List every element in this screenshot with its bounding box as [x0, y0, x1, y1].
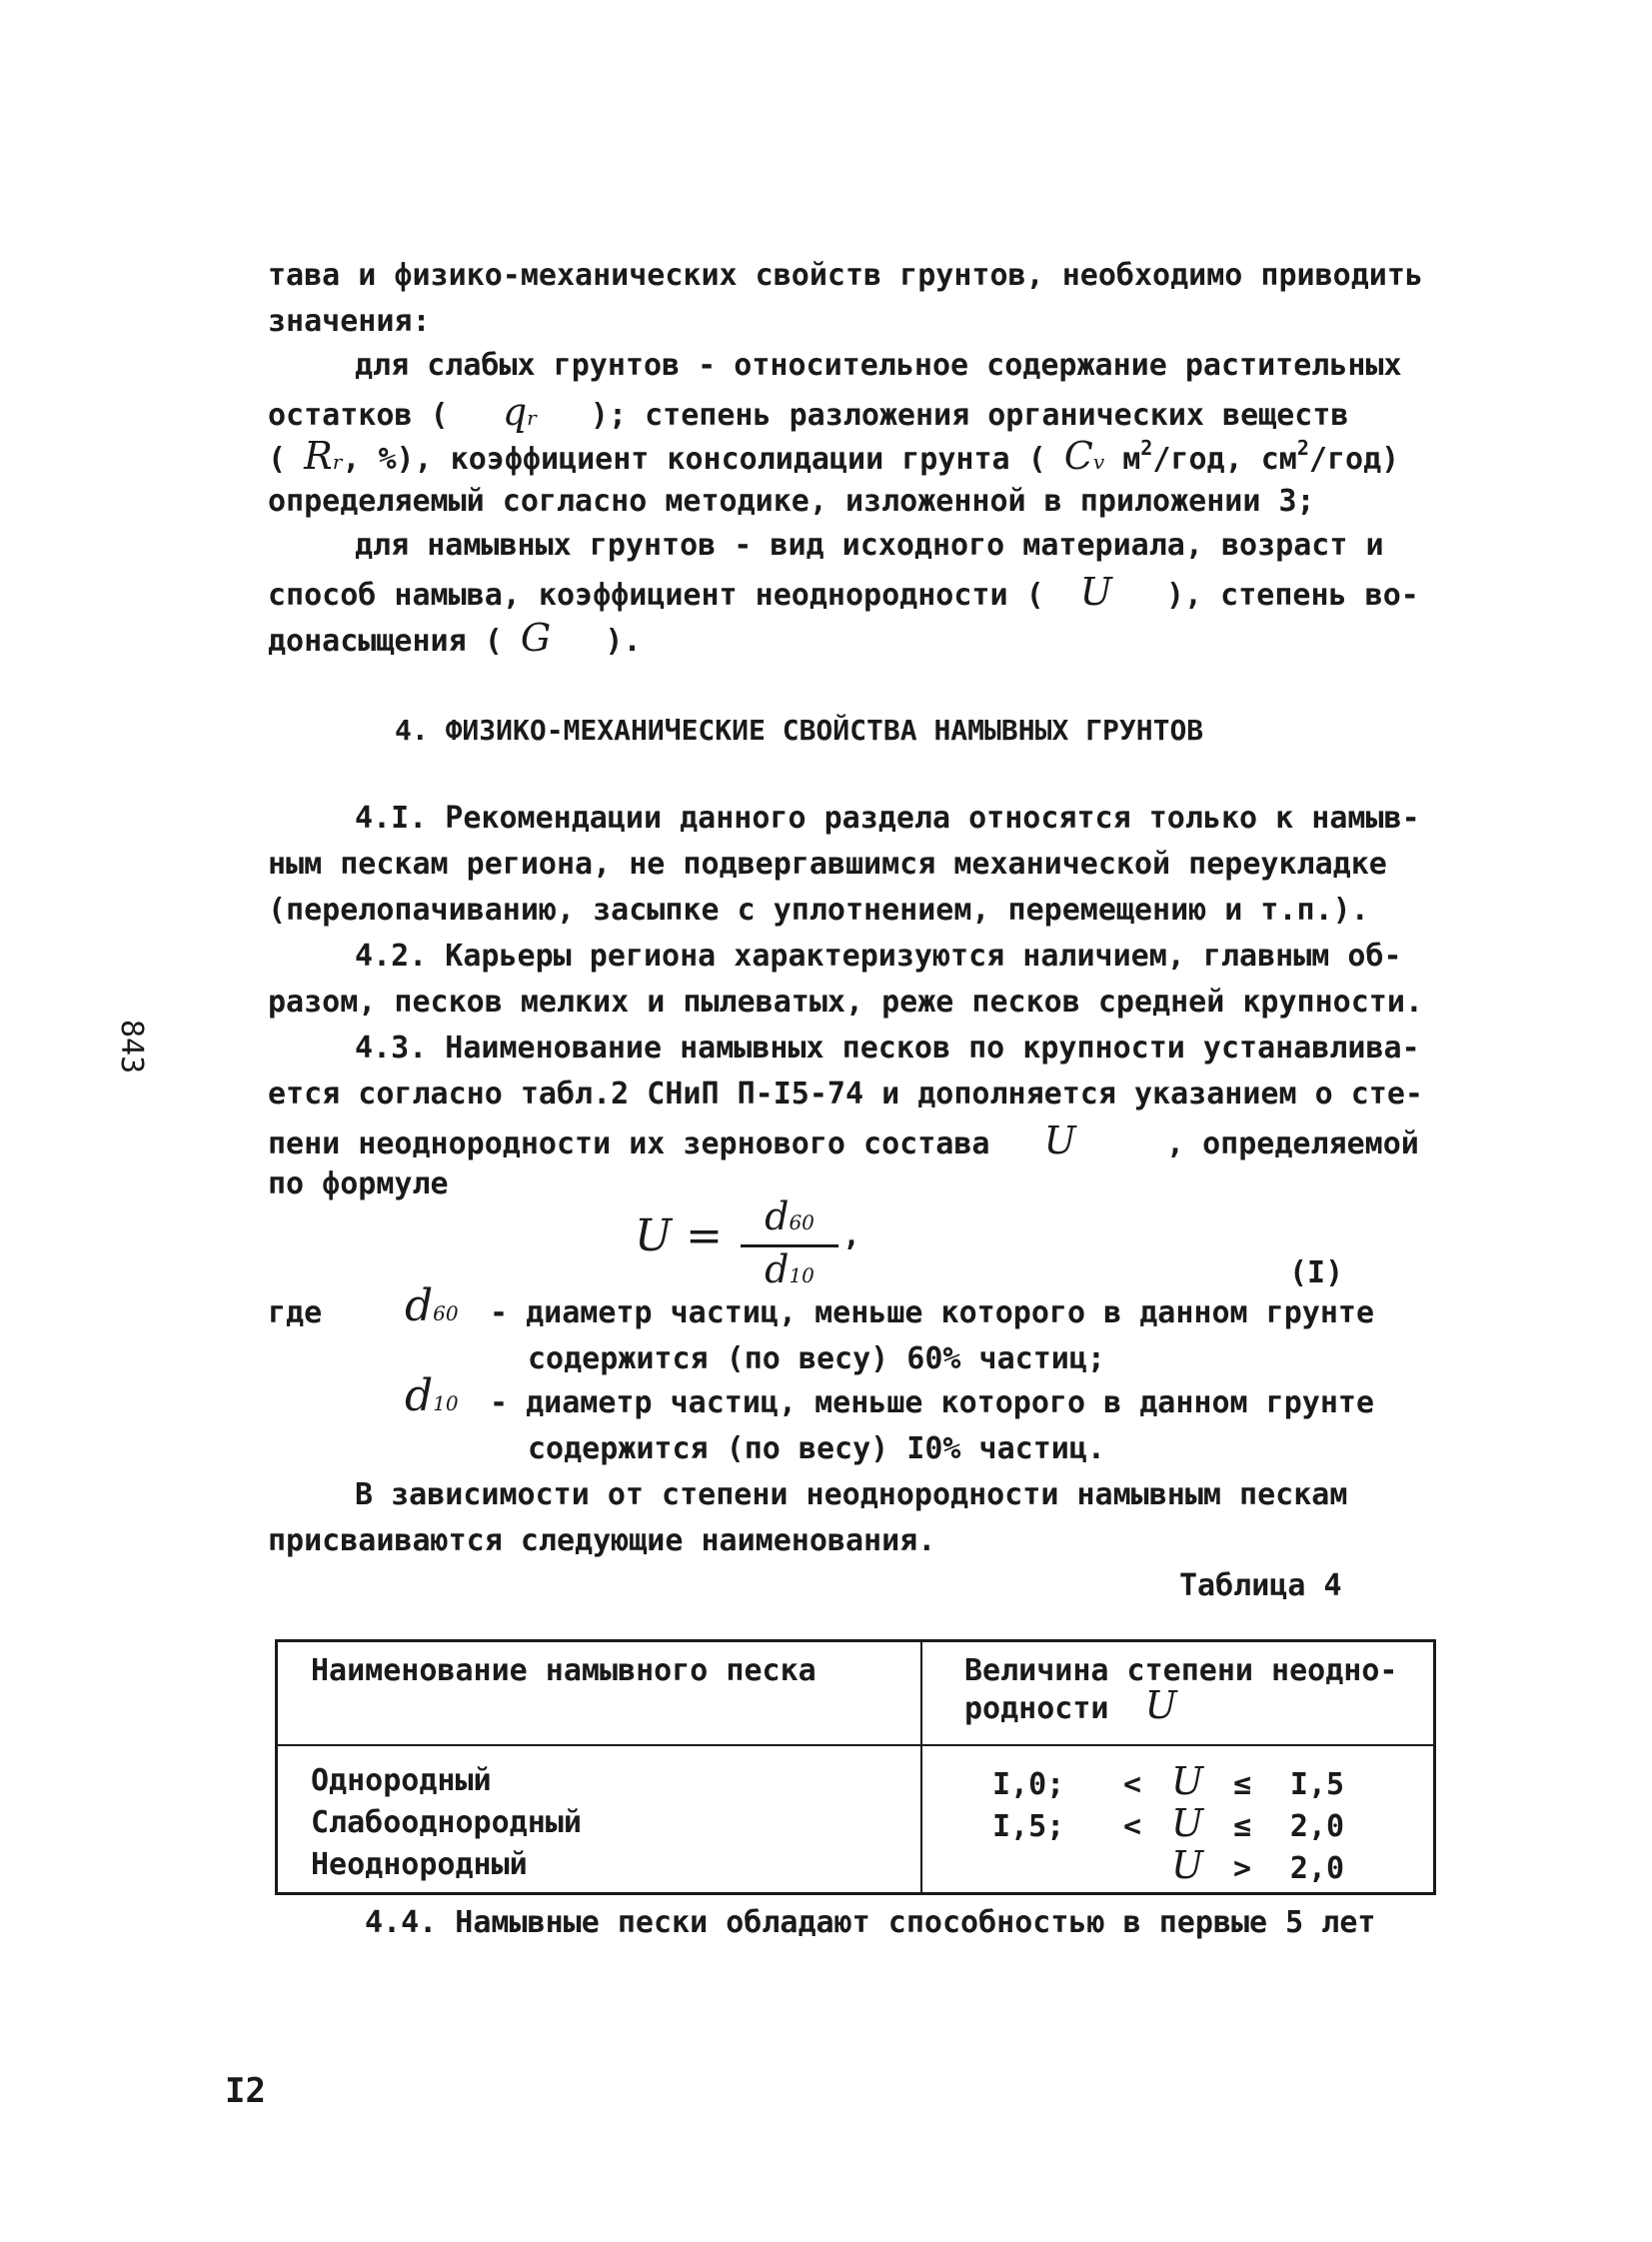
ranges-cell	[921, 1745, 1435, 1894]
table-row-name: Однородный	[311, 1763, 492, 1798]
table-caption: Таблица 4	[1179, 1568, 1342, 1603]
d60-definition-line-1: - диаметр частиц, меньше которого в данном грунте	[490, 1295, 1375, 1330]
table-body-row	[277, 1745, 1435, 1894]
formula-comma: ,	[842, 1218, 861, 1253]
formula-number: (I)	[1289, 1255, 1344, 1290]
weak-soils-line-1: для слабых грунтов - относительное содержание растительных	[355, 348, 1402, 383]
naming-line-2: присваиваются следующие наименования.	[268, 1523, 936, 1558]
formula-denominator: d10	[765, 1247, 815, 1291]
table-4	[275, 1639, 1436, 1895]
formula-fraction	[735, 1194, 844, 1297]
d10-definition-line-2: содержится (по весу) I0% частиц.	[528, 1431, 1105, 1466]
u-symbol: U	[1079, 570, 1112, 614]
table-row-range: U > 2,0	[1170, 1843, 1345, 1887]
intro-line-2: значения:	[268, 304, 431, 339]
r-symbol: R	[304, 434, 333, 478]
weak-soils-line-4: определяемый согласно методике, изложенной в приложении 3;	[268, 484, 1315, 519]
header-uniformity: Величина степени неодно- родности U	[921, 1641, 1435, 1746]
weak-soils-line-2: остатков ( qr ); степень разложения органических веществ	[268, 390, 1349, 434]
weak-soils-line-3: ( Rr, %), коэффициент консолидации грунта ( Cv $м^2$/год, $см^2/год$)	[268, 434, 1400, 478]
para-4-3-line-4: по формуле	[268, 1166, 449, 1201]
para-4-1-line-3: (перелопачиванию, засыпке с уплотнением, перемещению и т.п.).	[268, 893, 1369, 928]
side-stamp: 843	[114, 1020, 149, 1075]
table-row-name: Неоднородный	[311, 1847, 528, 1882]
table-row-range: I,5; < U ≤ 2,0	[992, 1801, 1345, 1845]
d10-definition-line-1: - диаметр частиц, меньше которого в данном грунте	[490, 1385, 1375, 1420]
d60-definition-line-2: содержится (по весу) 60% частиц;	[528, 1341, 1105, 1376]
para-4-1-line-1: 4.I. Рекомендации данного раздела относятся только к намыв-	[355, 801, 1420, 836]
d60-symbol: d60	[405, 1280, 459, 1331]
para-4-1-line-2: ным пескам региона, не подвергавшимся механической переукладке	[268, 847, 1387, 882]
formula-lhs: U =	[635, 1210, 723, 1261]
alluvial-soils-line-2: способ намыва, коэффициент неоднородности ( U ), степень во-	[268, 570, 1419, 614]
g-symbol: G	[520, 616, 552, 660]
para-4-2-line-2: разом, песков мелких и пылеватых, реже песков средней крупности.	[268, 985, 1423, 1020]
alluvial-soils-line-1: для намывных грунтов - вид исходного материала, возраст и	[355, 528, 1384, 563]
where-word: где	[268, 1295, 323, 1330]
para-4-4: 4.4. Намывные пески обладают способностью в первые 5 лет	[365, 1905, 1376, 1940]
names-cell	[277, 1745, 922, 1894]
table-row-range: I,0; < U ≤ I,5	[992, 1759, 1345, 1803]
table-header-row	[277, 1641, 1435, 1746]
para-4-3-line-3: пени неоднородности их зернового состава U , определяемой	[268, 1119, 1419, 1162]
u-symbol: U	[1144, 1683, 1177, 1727]
formula-numerator: d60	[765, 1194, 815, 1238]
u-symbol: U	[1043, 1119, 1076, 1162]
naming-line-1: В зависимости от степени неоднородности намывным пескам	[355, 1477, 1348, 1512]
para-4-3-line-2: ется согласно табл.2 СНиП П-I5-74 и дополняется указанием о сте-	[268, 1077, 1423, 1112]
section-title: 4. ФИЗИКО-МЕХАНИЧЕСКИЕ СВОЙСТВА НАМЫВНЫХ ГРУНТОВ	[395, 714, 1204, 747]
d10-symbol: d10	[405, 1370, 459, 1421]
intro-line-1: тава и физико-механических свойств грунтов, необходимо приводить	[268, 258, 1423, 293]
table-row-name: Слабооднородный	[311, 1805, 582, 1840]
para-4-3-line-1: 4.3. Наименование намывных песков по крупности устанавлива-	[355, 1031, 1420, 1066]
c-symbol: C	[1063, 434, 1093, 478]
page-number: I2	[225, 2071, 266, 2111]
alluvial-soils-line-3: донасыщения ( G ).	[268, 616, 642, 660]
header-name: Наименование намывного песка	[277, 1641, 922, 1746]
q-symbol: q	[502, 390, 528, 434]
para-4-2-line-1: 4.2. Карьеры региона характеризуются наличием, главным об-	[355, 939, 1402, 974]
